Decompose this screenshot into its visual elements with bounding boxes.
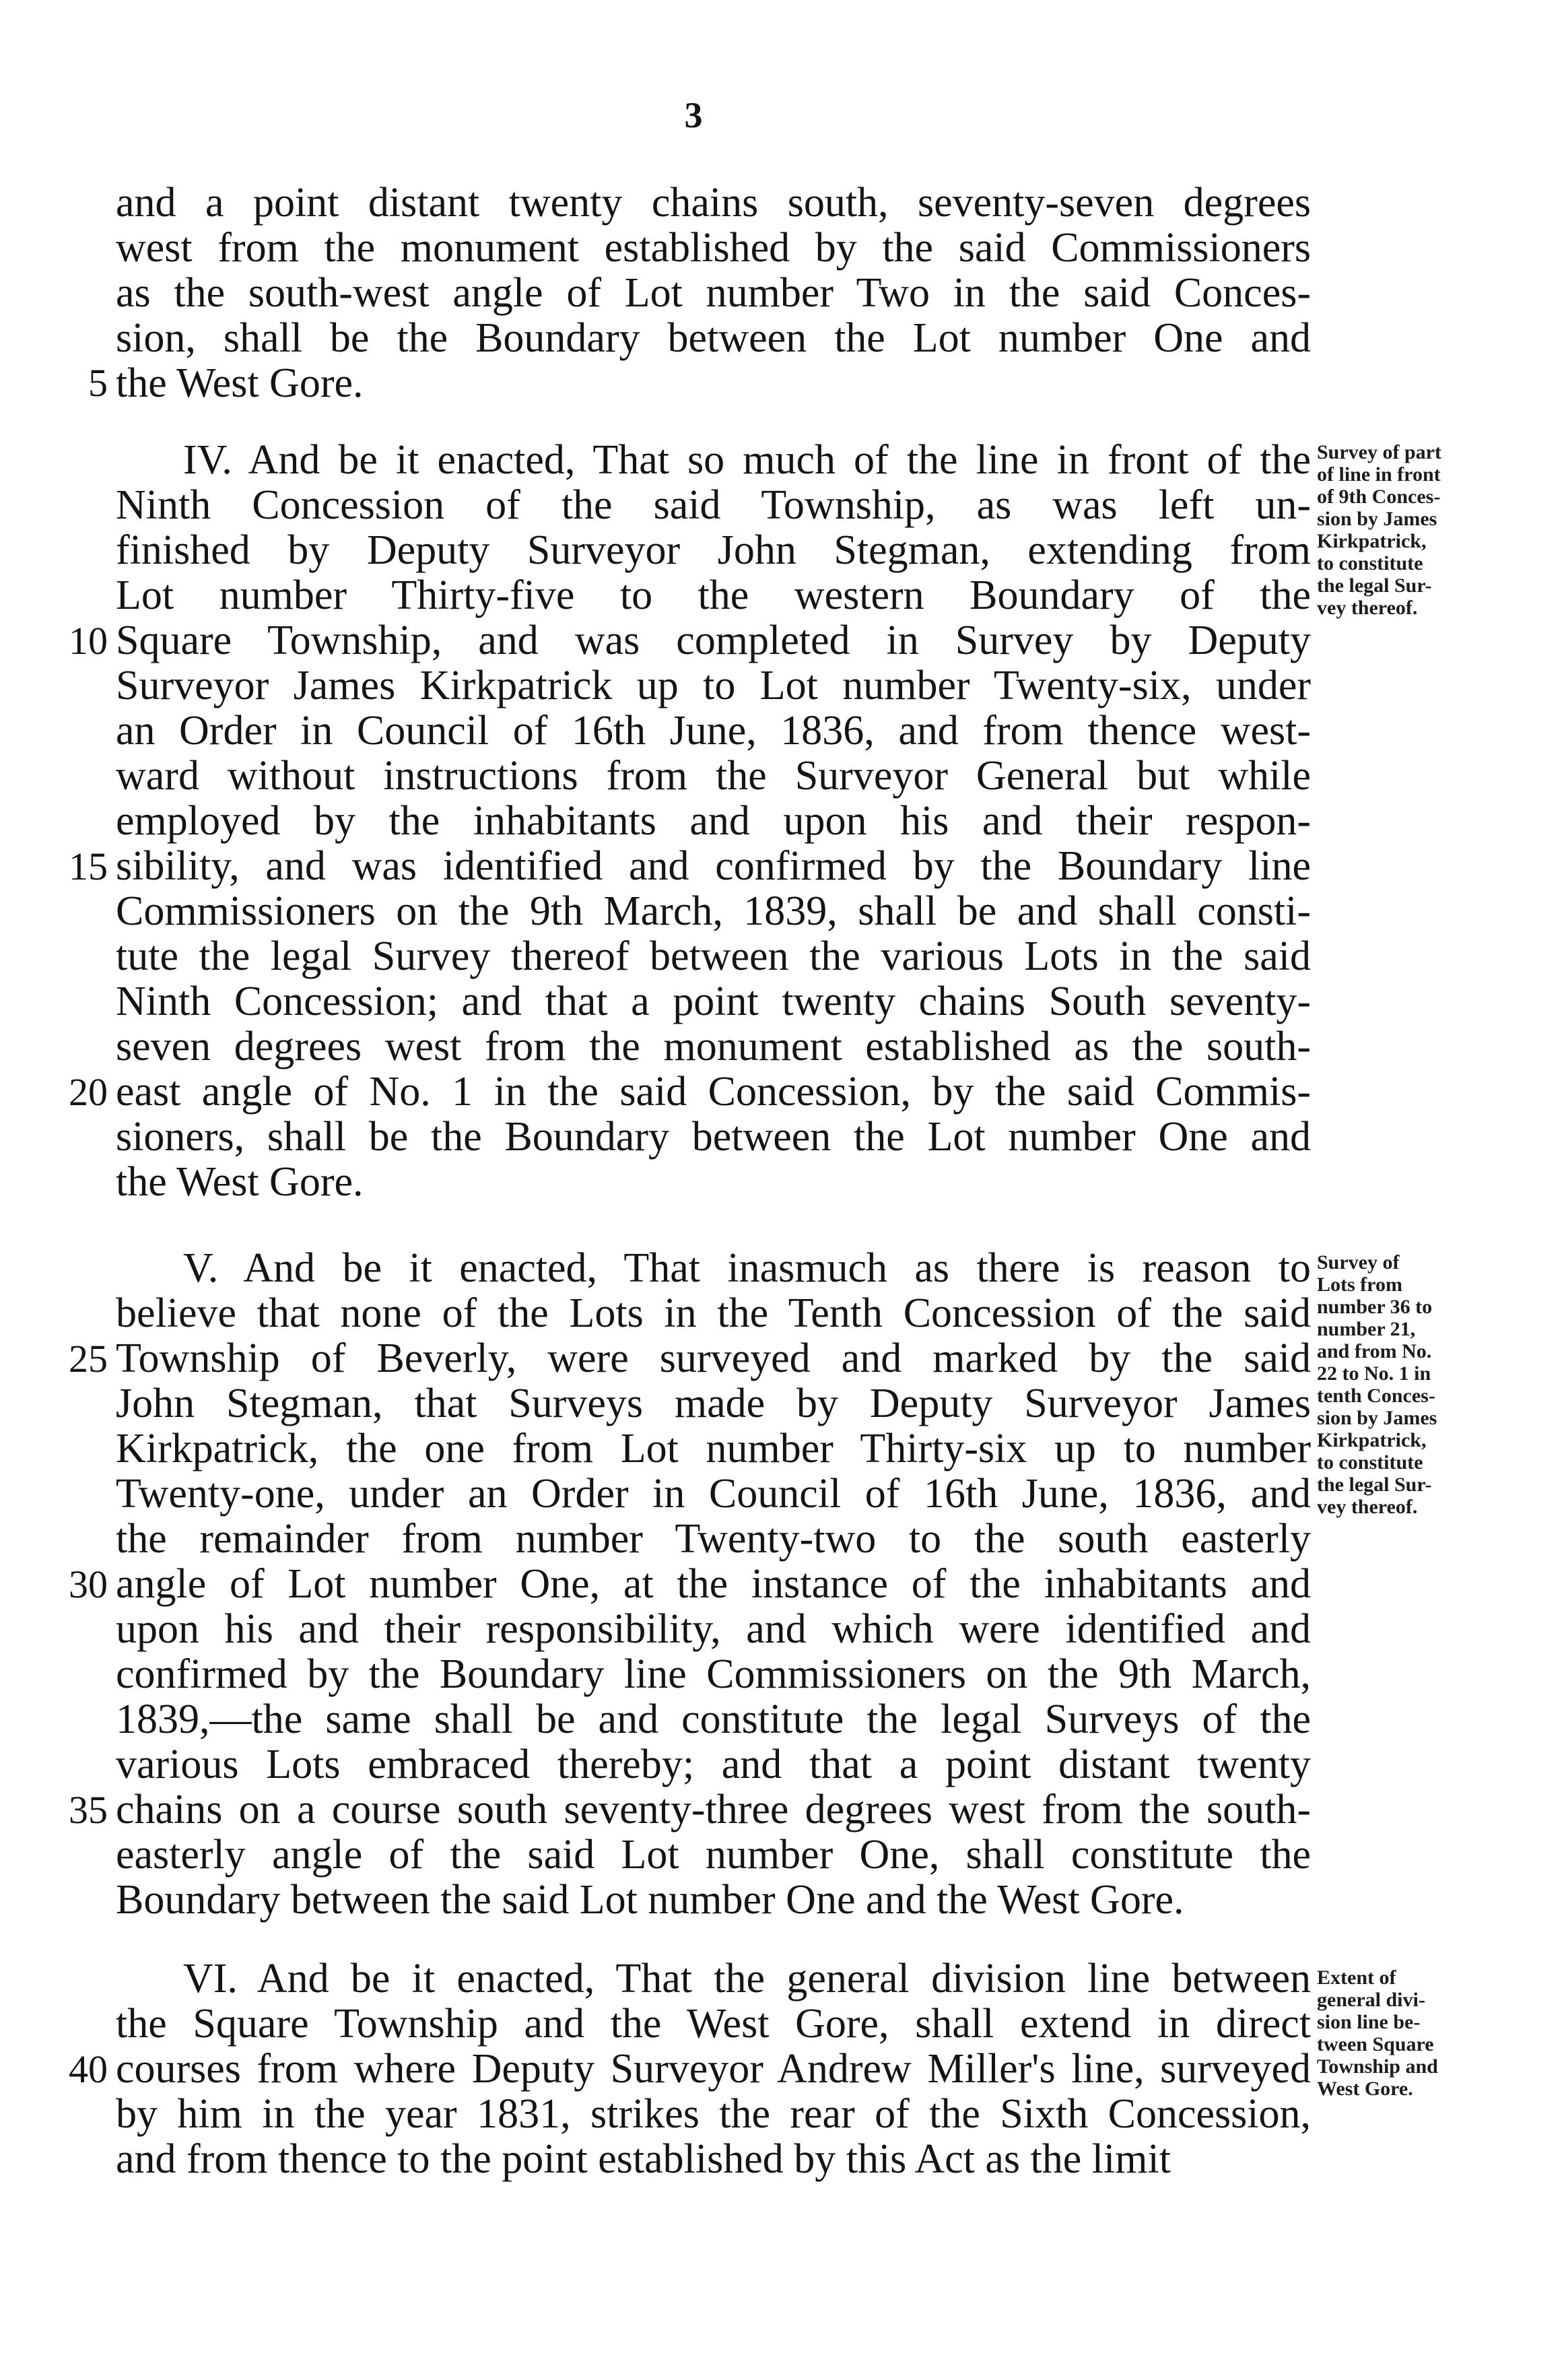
margin-note-line: Extent of xyxy=(1317,1966,1396,1989)
margin-note-line: number 36 to xyxy=(1317,1296,1433,1318)
text-line: upon his and their responsibility, and which were identified and xyxy=(116,1606,1311,1652)
margin-note-line: Township and xyxy=(1317,2055,1438,2078)
margin-note-line: Survey of part xyxy=(1317,441,1441,463)
margin-note-line: number 21, xyxy=(1317,1318,1416,1340)
text-line: various Lots embraced thereby; and that a point distant twenty xyxy=(116,1742,1311,1787)
margin-note-line: Kirkpatrick, xyxy=(1317,530,1427,552)
line-number: 40 xyxy=(69,2047,108,2091)
line-number: 15 xyxy=(69,845,108,888)
margin-note-line: sion by James xyxy=(1317,508,1437,530)
text-line: west from the monument established by the said Commissioners xyxy=(116,225,1311,271)
text-line: IV. And be it enacted, That so much of the line in front of the xyxy=(183,437,1311,483)
margin-note-line: Kirkpatrick, xyxy=(1317,1429,1427,1451)
text-line: easterly angle of the said Lot number One, shall constitute the xyxy=(116,1832,1311,1878)
text-line: chains on a course south seventy-three degrees west from the south- xyxy=(116,1787,1311,1832)
margin-note xyxy=(1317,441,1519,619)
text-line: and from thence to the point established by this Act as the limit xyxy=(116,2136,1171,2182)
text-line: angle of Lot number One, at the instance of the inhabitants and xyxy=(116,1561,1311,1607)
text-line: courses from where Deputy Surveyor Andrew Miller's line, surveyed xyxy=(116,2046,1311,2092)
line-number: 35 xyxy=(69,1788,108,1832)
text-line: Commissioners on the 9th March, 1839, shall be and shall consti- xyxy=(116,888,1311,934)
text-line: employed by the inhabitants and upon his and their respon- xyxy=(116,798,1311,844)
text-line: the remainder from number Twenty-two to the south easterly xyxy=(116,1516,1311,1562)
text-line: sibility, and was identified and confirmed by the Boundary line xyxy=(116,843,1311,889)
margin-note-line: tenth Conces- xyxy=(1317,1385,1435,1407)
section-v xyxy=(116,1246,1311,1923)
text-line: Square Township, and was completed in Survey by Deputy xyxy=(116,618,1311,663)
text-line: believe that none of the Lots in the Tenth Concession of the said xyxy=(116,1290,1311,1336)
margin-note-line: Lots from xyxy=(1317,1274,1402,1296)
margin-note-line: sion by James xyxy=(1317,1407,1437,1429)
margin-note-line: and from No. xyxy=(1317,1340,1432,1362)
paragraph-continuation xyxy=(116,180,1311,406)
text-line: finished by Deputy Surveyor John Stegman, extending from xyxy=(116,527,1311,573)
text-line: east angle of No. 1 in the said Concession, by the said Commis- xyxy=(116,1069,1311,1115)
text-line: the Square Township and the West Gore, shall extend in direct xyxy=(116,2001,1311,2047)
text-line: tute the legal Survey thereof between the various Lots in the said xyxy=(116,933,1311,979)
text-line: sion, shall be the Boundary between the Lot number One and xyxy=(116,315,1311,361)
line-number: 10 xyxy=(69,619,108,663)
text-line: 1839,—the same shall be and constitute the legal Surveys of the xyxy=(116,1696,1311,1742)
text-line: the West Gore. xyxy=(116,360,364,406)
section-iv xyxy=(116,438,1311,1205)
margin-note-line: of line in front xyxy=(1317,463,1441,486)
line-number: 5 xyxy=(88,361,108,405)
text-line: Boundary between the said Lot number One and the West Gore. xyxy=(116,1877,1184,1923)
margin-note-line: to constitute xyxy=(1317,1451,1423,1474)
text-line: seven degrees west from the monument established as the south- xyxy=(116,1024,1311,1069)
text-line: V. And be it enacted, That inasmuch as there is reason to xyxy=(183,1245,1311,1291)
text-line: Twenty-one, under an Order in Council of 16th June, 1836, and xyxy=(116,1471,1311,1517)
margin-note-line: West Gore. xyxy=(1317,2078,1413,2100)
text-line: as the south-west angle of Lot number Two in the said Conces- xyxy=(116,270,1311,316)
margin-note-line: Survey of xyxy=(1317,1251,1400,1274)
margin-note-line: sion line be- xyxy=(1317,2011,1421,2033)
margin-note-line: general divi- xyxy=(1317,1989,1425,2011)
text-line: Ninth Concession of the said Township, as was left un- xyxy=(116,482,1311,528)
line-number: 30 xyxy=(69,1562,108,1606)
line-number: 25 xyxy=(69,1337,108,1381)
text-line: Township of Beverly, were surveyed and marked by the said xyxy=(116,1335,1311,1381)
text-line: an Order in Council of 16th June, 1836, and from thence west- xyxy=(116,708,1311,754)
margin-note xyxy=(1317,1966,1519,2100)
text-line: Lot number Thirty-five to the western Boundary of the xyxy=(116,572,1311,618)
text-line: Ninth Concession; and that a point twenty chains South seventy- xyxy=(116,979,1311,1024)
margin-note xyxy=(1317,1251,1519,1518)
margin-note-line: the legal Sur- xyxy=(1317,1474,1432,1496)
margin-note-line: of 9th Conces- xyxy=(1317,486,1441,508)
text-line: by him in the year 1831, strikes the rear of the Sixth Concession, xyxy=(116,2091,1311,2137)
text-line: the West Gore. xyxy=(116,1159,364,1205)
text-line: confirmed by the Boundary line Commissioners on the 9th March, xyxy=(116,1651,1311,1697)
margin-note-line: the legal Sur- xyxy=(1317,574,1432,597)
margin-note-line: 22 to No. 1 in xyxy=(1317,1362,1431,1385)
page-number: 3 xyxy=(684,95,703,135)
text-line: ward without instructions from the Surveyor General but while xyxy=(116,753,1311,799)
margin-note-line: vey thereof. xyxy=(1317,597,1418,619)
text-line: VI. And be it enacted, That the general division line between xyxy=(183,1956,1311,2002)
text-line: Surveyor James Kirkpatrick up to Lot number Twenty-six, under xyxy=(116,663,1311,708)
section-vi xyxy=(116,1956,1311,2182)
text-line: John Stegman, that Surveys made by Deputy Surveyor James xyxy=(116,1381,1311,1426)
margin-note-line: vey thereof. xyxy=(1317,1496,1418,1518)
margin-note-line: to constitute xyxy=(1317,552,1423,574)
text-line: Kirkpatrick, the one from Lot number Thirty-six up to number xyxy=(116,1426,1311,1472)
text-line: sioners, shall be the Boundary between the Lot number One and xyxy=(116,1114,1311,1160)
line-number: 20 xyxy=(69,1070,108,1114)
margin-note-line: tween Square xyxy=(1317,2033,1434,2055)
text-line: and a point distant twenty chains south, seventy-seven degrees xyxy=(116,180,1311,226)
